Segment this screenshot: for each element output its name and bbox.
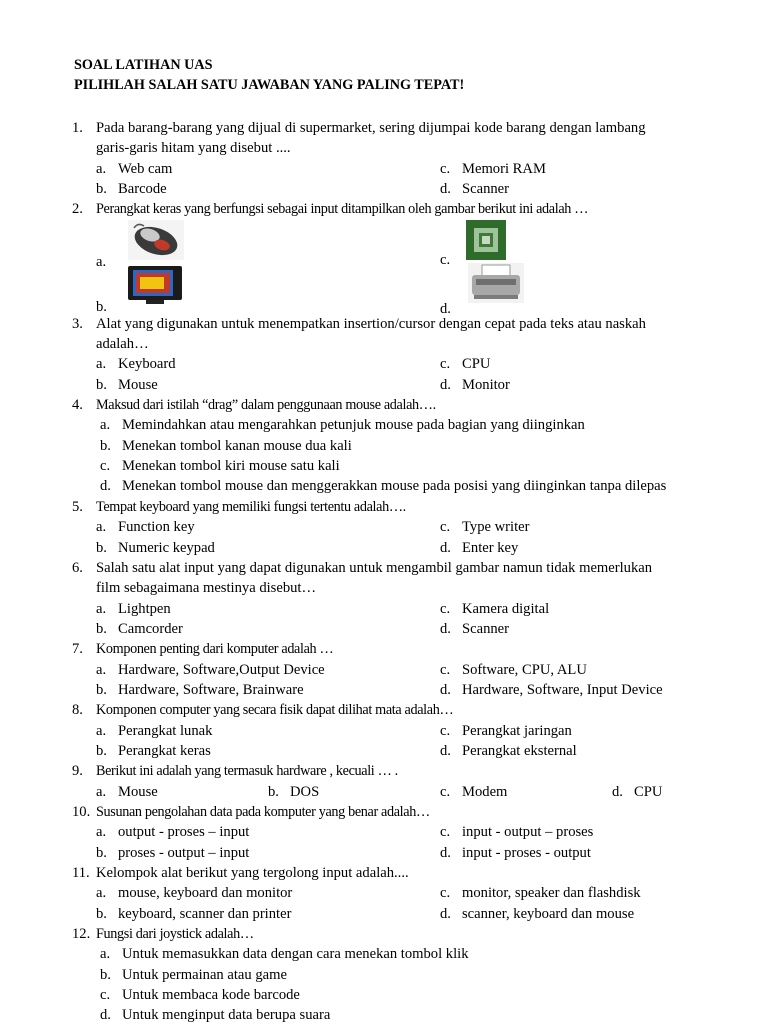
option (440, 680, 663, 700)
options-row (0, 822, 768, 842)
image-options (0, 220, 768, 317)
option (96, 375, 158, 395)
mouse-icon (128, 220, 184, 265)
option-letter: b. (96, 905, 107, 922)
option-text: Mouse (118, 376, 158, 393)
options-row (0, 680, 768, 700)
option-text: Camcorder (118, 620, 183, 637)
question-text: Komponen computer yang secara fisik dapat dilihat mata adalah… (96, 702, 454, 719)
option (96, 680, 304, 700)
option-letter: d. (440, 620, 451, 637)
option-text: Perangkat keras (118, 742, 211, 759)
option (268, 782, 319, 802)
option (440, 517, 529, 537)
question (0, 314, 768, 395)
options-row (0, 436, 768, 456)
option (440, 660, 587, 680)
option-letter: a. (96, 519, 107, 536)
question (0, 761, 768, 802)
option-text: Untuk menginput data berupa suara (122, 1007, 331, 1024)
option-letter: a. (96, 600, 107, 617)
option-letter: d. (440, 376, 451, 393)
question-line (0, 558, 768, 578)
option-letter: b. (96, 376, 107, 393)
option (100, 985, 300, 1005)
question-line (0, 802, 768, 822)
option-text: Menekan tombol kanan mouse dua kali (122, 437, 352, 454)
option-letter: a. (96, 356, 107, 373)
option-letter: b. (100, 966, 111, 983)
option-text: Barcode (118, 181, 167, 198)
options-row (0, 883, 768, 903)
question-text: Tempat keyboard yang memiliki fungsi tertentu adalah…. (96, 498, 406, 515)
option-letter: c. (100, 987, 111, 1004)
question-text: Maksud dari istilah “drag” dalam penggunaan mouse adalah…. (96, 397, 436, 414)
option-letter: b. (96, 844, 107, 861)
option-letter: d. (440, 300, 451, 317)
option-text: Hardware, Software,Output Device (118, 661, 325, 678)
option-letter: a. (96, 253, 107, 270)
option-text: Type writer (462, 519, 530, 536)
option-text: scanner, keyboard dan mouse (462, 905, 635, 922)
option-text: monitor, speaker dan flashdisk (462, 885, 641, 902)
option-letter: d. (440, 844, 451, 861)
option-text: Scanner (462, 620, 510, 637)
option (96, 660, 325, 680)
option (96, 782, 158, 802)
options-row (0, 517, 768, 537)
option (100, 415, 585, 435)
options-row (0, 1005, 768, 1025)
option-text: Lightpen (118, 600, 171, 617)
option (96, 883, 292, 903)
option-text: Keyboard (118, 356, 176, 373)
option (100, 476, 666, 496)
option-text: Perangkat jaringan (462, 722, 572, 739)
option (96, 822, 249, 842)
option-text: Hardware, Software, Brainware (118, 681, 304, 698)
option-letter: a. (96, 824, 107, 841)
option-text: Numeric keypad (118, 539, 215, 556)
option (440, 159, 546, 179)
option-text: Function key (118, 519, 195, 536)
option-letter: b. (96, 620, 107, 637)
question-continuation (0, 334, 768, 354)
options-row (0, 179, 768, 199)
option-letter: a. (96, 661, 107, 678)
options-row (0, 415, 768, 435)
option-letter: d. (440, 539, 451, 556)
option (440, 619, 509, 639)
question-text: adalah… (96, 336, 149, 353)
option-text: Perangkat lunak (118, 722, 213, 739)
options-row (0, 721, 768, 741)
option-text: Enter key (462, 539, 519, 556)
option-letter: d. (440, 905, 451, 922)
option-letter: d. (440, 742, 451, 759)
option (96, 599, 171, 619)
question-line (0, 639, 768, 659)
option-letter: c. (440, 160, 451, 177)
option (96, 538, 215, 558)
option (440, 538, 518, 558)
question-number: 5. (72, 498, 83, 515)
option-letter: a. (96, 783, 107, 800)
question-number: 10. (72, 803, 91, 820)
question-line (0, 199, 768, 219)
option-text: Untuk membaca kode barcode (122, 987, 300, 1004)
page-title: SOAL LATIHAN UAS (74, 57, 213, 73)
question (0, 639, 768, 700)
options-row (0, 944, 768, 964)
question-text: garis-garis hitam yang disebut .... (96, 140, 291, 157)
option (96, 354, 176, 374)
option-text: input - proses - output (462, 844, 591, 861)
question-text: Komponen penting dari komputer adalah … (96, 641, 334, 658)
question-text: Kelompok alat berikut yang tergolong input adalah.... (96, 865, 409, 881)
option (612, 782, 662, 802)
option-letter: b. (100, 437, 111, 454)
question-line (0, 314, 768, 334)
question (0, 395, 768, 497)
option-text: Software, CPU, ALU (462, 661, 587, 678)
option-letter: a. (100, 946, 111, 963)
option-letter: d. (440, 181, 451, 198)
processor-chip-icon (466, 220, 506, 265)
option-text: output - proses – input (118, 824, 250, 841)
option (100, 436, 352, 456)
options-row (0, 904, 768, 924)
option (440, 843, 591, 863)
question (0, 802, 768, 863)
option-text: Kamera digital (462, 600, 550, 617)
option (440, 721, 572, 741)
question-number: 9. (72, 763, 83, 780)
question-text: film sebagaimana mestinya disebut… (96, 580, 317, 597)
option-letter: a. (96, 160, 107, 177)
options-list (0, 415, 768, 496)
options-list (0, 944, 768, 1025)
option-text: Modem (462, 783, 508, 800)
option-text: Scanner (462, 181, 510, 198)
question (0, 924, 768, 1026)
option (96, 904, 291, 924)
option-text: DOS (290, 783, 320, 800)
option-text: CPU (634, 783, 663, 800)
option-letter: b. (268, 783, 279, 800)
options-row (0, 476, 768, 496)
question (0, 863, 768, 924)
option-text: Web cam (118, 160, 173, 177)
question-continuation (0, 138, 768, 158)
question-line (0, 863, 768, 883)
question-line (0, 118, 768, 138)
option-letter: c. (440, 783, 451, 800)
question-number: 12. (72, 926, 91, 943)
option-text: mouse, keyboard dan monitor (118, 885, 293, 902)
option (440, 179, 509, 199)
option-letter: b. (96, 539, 107, 556)
question (0, 199, 768, 317)
option-letter: b. (96, 298, 107, 315)
option-text: Hardware, Software, Input Device (462, 681, 663, 698)
question-number: 8. (72, 702, 83, 719)
option-letter: b. (96, 742, 107, 759)
question-number: 7. (72, 641, 83, 658)
option-text: input - output – proses (462, 824, 594, 841)
options-row (0, 375, 768, 395)
option-letter: c. (440, 661, 451, 678)
question-line (0, 924, 768, 944)
question-line (0, 497, 768, 517)
option (440, 741, 577, 761)
question (0, 118, 768, 199)
option (96, 619, 183, 639)
option (440, 354, 490, 374)
option-letter: b. (96, 681, 107, 698)
option (100, 1005, 330, 1025)
question-text: Susunan pengolahan data pada komputer yang benar adalah… (96, 803, 430, 820)
option-letter: c. (100, 458, 111, 475)
option-text: Untuk permainan atau game (122, 966, 287, 983)
option-letter: d. (612, 783, 623, 800)
option (440, 883, 641, 903)
question-number: 1. (72, 120, 83, 136)
option (440, 599, 549, 619)
options-row (0, 599, 768, 619)
dot-matrix-printer-icon (468, 263, 524, 308)
options-row (0, 660, 768, 680)
option (96, 721, 212, 741)
option (96, 159, 172, 179)
question-text: Pada barang-barang yang dijual di supermarket, sering dijumpai kode barang dengan lambang (96, 120, 646, 136)
option-letter: d. (440, 681, 451, 698)
question-list (0, 118, 768, 1026)
instruction-heading: PILIHLAH SALAH SATU JAWABAN YANG PALING TEPAT! (74, 77, 465, 93)
option-letter: c. (440, 356, 451, 373)
options-row (0, 354, 768, 374)
options-row (0, 619, 768, 639)
question-number: 11. (72, 865, 90, 881)
option-text: Untuk memasukkan data dengan cara menekan tombol klik (122, 946, 469, 963)
option (100, 944, 469, 964)
question-line (0, 395, 768, 415)
option-text: CPU (462, 356, 491, 373)
question-text: Berikut ini adalah yang termasuk hardware , kecuali … . (96, 763, 398, 780)
option-text: Mouse (118, 783, 158, 800)
option-letter: c. (440, 722, 451, 739)
question-number: 6. (72, 559, 83, 576)
option (96, 843, 249, 863)
option (440, 822, 593, 842)
options-row (0, 159, 768, 179)
options-row (0, 538, 768, 558)
option-text: Perangkat eksternal (462, 742, 577, 759)
option-letter: a. (96, 722, 107, 739)
question (0, 497, 768, 558)
question-text: Alat yang digunakan untuk menempatkan insertion/cursor dengan cepat pada teks atau naskah (96, 315, 646, 332)
option-text: keyboard, scanner dan printer (118, 905, 292, 922)
option-letter: c. (440, 885, 451, 902)
option (440, 375, 510, 395)
option-text: Memori RAM (462, 160, 546, 177)
question-text: Perangkat keras yang berfungsi sebagai input ditampilkan oleh gambar berikut ini adalah … (96, 201, 589, 218)
question-number: 3. (72, 315, 83, 332)
question-line (0, 700, 768, 720)
options-row (0, 782, 768, 802)
option-letter: a. (100, 417, 111, 434)
option-letter: c. (440, 519, 451, 536)
options-row (0, 741, 768, 761)
question-number: 2. (72, 201, 83, 218)
option-text: Memindahkan atau mengarahkan petunjuk mouse pada bagian yang diinginkan (122, 417, 585, 434)
option-text: proses - output – input (118, 844, 250, 861)
option-letter: d. (100, 1007, 111, 1024)
option-text: Menekan tombol mouse dan menggerakkan mouse pada posisi yang diinginkan tanpa dilepas (122, 478, 667, 495)
option-text: Monitor (462, 376, 510, 393)
option (96, 179, 167, 199)
question-text: Fungsi dari joystick adalah… (96, 926, 254, 943)
option (96, 517, 195, 537)
options-row (0, 965, 768, 985)
options-row (0, 985, 768, 1005)
question-number: 4. (72, 397, 83, 414)
option-letter: c. (440, 824, 451, 841)
options-row (0, 843, 768, 863)
option-letter: a. (96, 885, 107, 902)
option-letter: c. (440, 251, 451, 268)
question-text: Salah satu alat input yang dapat digunakan untuk mengambil gambar namun tidak memerlukan (96, 559, 653, 576)
option (100, 965, 287, 985)
option-letter: b. (96, 181, 107, 198)
options-row (0, 456, 768, 476)
question (0, 700, 768, 761)
option-letter: c. (440, 600, 451, 617)
option-letter: d. (100, 478, 111, 495)
question-line (0, 761, 768, 781)
crt-monitor-icon (126, 265, 184, 310)
option (440, 904, 634, 924)
option (440, 782, 507, 802)
option (100, 456, 340, 476)
option-text: Menekan tombol kiri mouse satu kali (122, 458, 340, 475)
question-continuation (0, 578, 768, 598)
option (96, 741, 211, 761)
question (0, 558, 768, 639)
